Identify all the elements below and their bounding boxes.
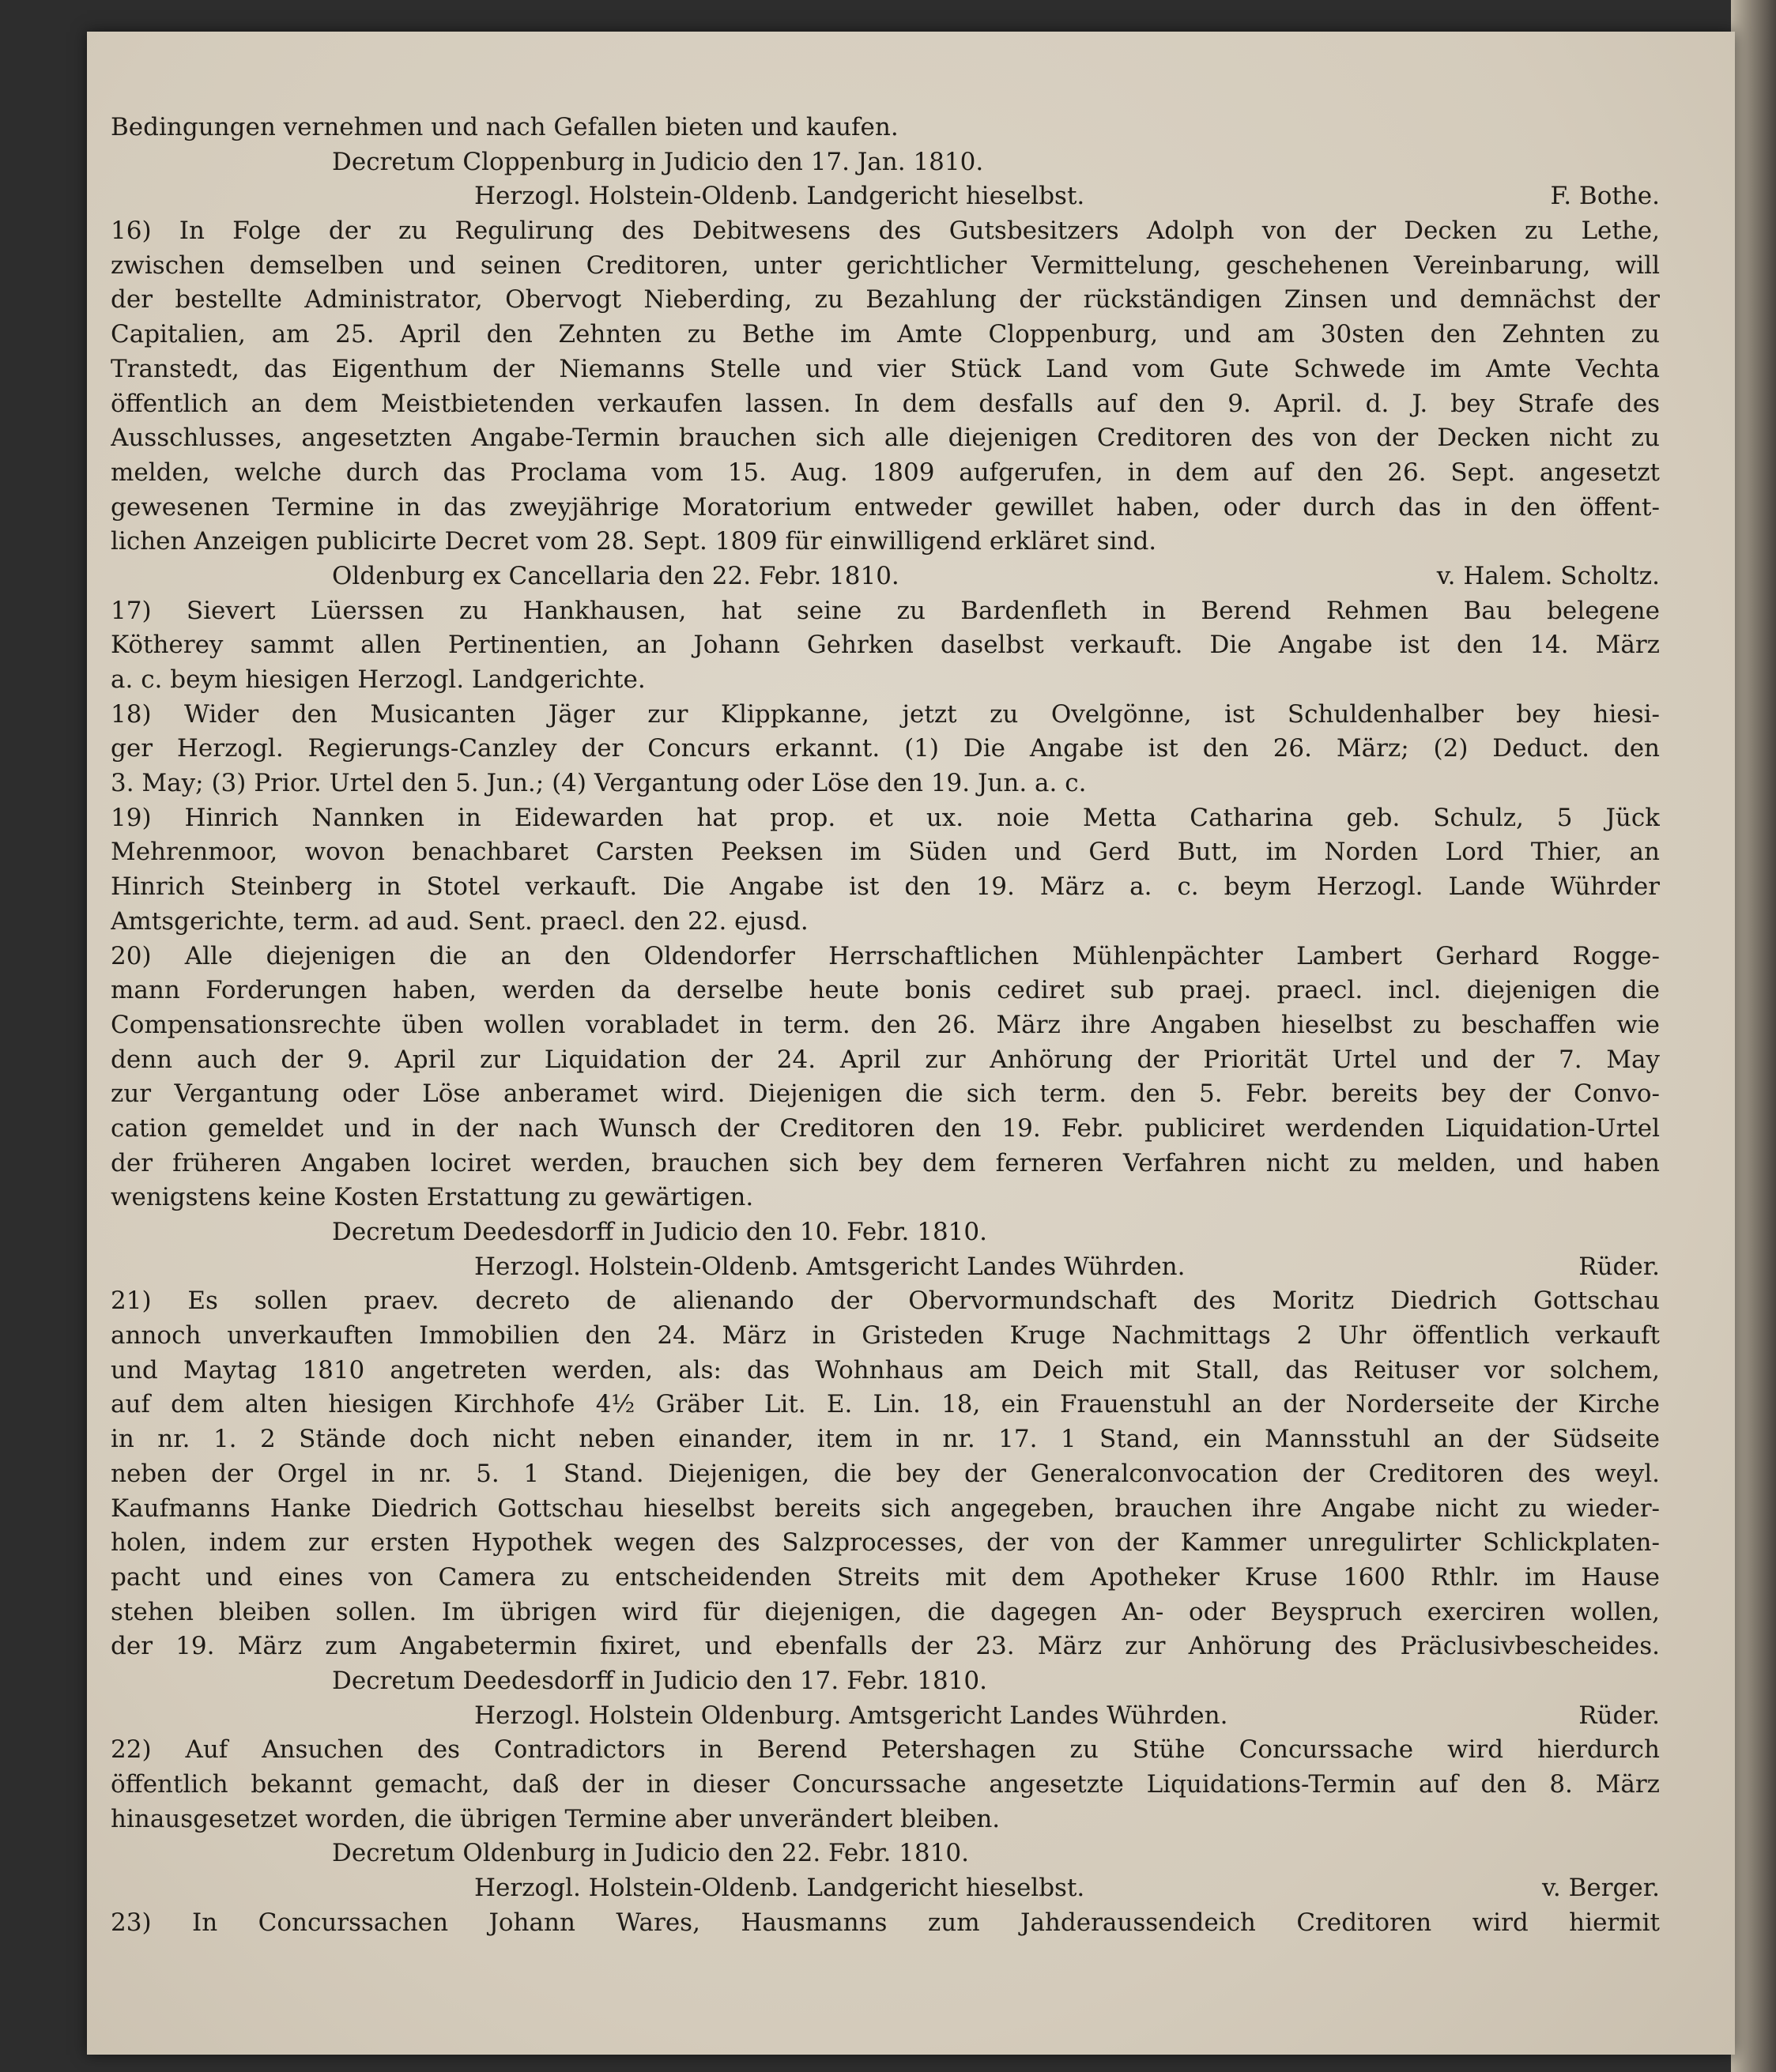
text-line: melden, welche durch das Proclama vom 15. Aug. 1809 aufgerufen, in dem auf den 26. Sept. angesetzt — [111, 458, 1660, 487]
text-line: 19) Hinrich Nannken in Eidewarden hat prop. et ux. noie Metta Catharina geb. Schulz, 5 Jück — [111, 803, 1660, 832]
text-line: 18) Wider den Musicanten Jäger zur Klippkanne, jetzt zu Ovelgönne, ist Schuldenhalber bey hiesi- — [111, 699, 1660, 729]
issuing-authority: Herzogl. Holstein-Oldenb. Landgericht hieselbst. — [474, 182, 1085, 211]
text-line: stehen bleiben sollen. Im übrigen wird für diejenigen, die dagegen An- oder Beyspruch exerciren wollen, — [111, 1597, 1660, 1626]
decree-line: Decretum Oldenburg in Judicio den 22. Febr. 1810. — [332, 1839, 969, 1868]
text-line: und Maytag 1810 angetreten werden, als: das Wohnhaus am Deich mit Stall, das Reituser vor solchem, — [111, 1355, 1660, 1384]
text-line: 3. May; (3) Prior. Urtel den 5. Jun.; (4) Vergantung oder Löse den 19. Jun. a. c. — [111, 769, 1087, 798]
text-line: der früheren Angaben lociret werden, brauchen sich bey dem ferneren Verfahren nicht zu melden, und haben — [111, 1148, 1660, 1177]
signature-line — [111, 1699, 1660, 1734]
text-line: holen, indem zur ersten Hypothek wegen des Salzprocesses, der von der Kammer unregulirter Schlickplaten- — [111, 1528, 1660, 1558]
signature-line — [111, 559, 1660, 594]
issuing-authority: Herzogl. Holstein-Oldenb. Landgericht hieselbst. — [474, 1874, 1085, 1903]
text-line: Capitalien, am 25. April den Zehnten zu Bethe im Amte Cloppenburg, und am 30sten den Zehnten zu — [111, 320, 1660, 349]
signatory: Rüder. — [1578, 1252, 1660, 1281]
text-line: 16) In Folge der zu Regulirung des Debitwesens des Gutsbesitzers Adolph von der Decken zu Lethe, — [111, 217, 1660, 246]
issuing-authority: Oldenburg ex Cancellaria den 22. Febr. 1810. — [332, 561, 899, 590]
text-line: auf dem alten hiesigen Kirchhofe 4½ Gräber Lit. E. Lin. 18, ein Frauenstuhl an der Norderseite der Kirche — [111, 1390, 1660, 1419]
text-line: Kötherey sammt allen Pertinentien, an Johann Gehrken daselbst verkauft. Die Angabe ist den 14. März — [111, 631, 1660, 660]
text-line: der bestellte Administrator, Obervogt Nieberding, zu Bezahlung der rückständigen Zinsen und demnächst der — [111, 285, 1660, 315]
issuing-authority: Herzogl. Holstein Oldenburg. Amtsgericht Landes Wührden. — [474, 1701, 1228, 1730]
text-line: 23) In Concurssachen Johann Wares, Hausmanns zum Jahderaussendeich Creditoren wird hiermit — [111, 1908, 1660, 1937]
text-line: Amtsgerichte, term. ad aud. Sent. praecl. den 22. ejusd. — [111, 906, 809, 936]
text-line: gewesenen Termine in das zweyjährige Moratorium entweder gewillet haben, oder durch das in den öffent- — [111, 492, 1660, 522]
text-line: 20) Alle diejenigen die an den Oldendorfer Herrschaftlichen Mühlenpächter Lambert Gerhard Rogge- — [111, 941, 1660, 970]
signature-line — [111, 1871, 1660, 1906]
text-line: der 19. März zum Angabetermin fixiret, und ebenfalls der 23. März zur Anhörung des Präclusivbescheides. — [111, 1632, 1660, 1661]
text-line: a. c. beym hiesigen Herzogl. Landgerichte. — [111, 665, 646, 694]
text-line: 22) Auf Ansuchen des Contradictors in Berend Petershagen zu Stühe Concurssache wird hierdurch — [111, 1735, 1660, 1765]
text-line: ger Herzogl. Regierungs-Canzley der Concurs erkannt. (1) Die Angabe ist den 26. März; (2) Deduct. den — [111, 734, 1660, 763]
text-line: Transtedt, das Eigenthum der Niemanns Stelle und vier Stück Land vom Gute Schwede im Amte Vechta — [111, 354, 1660, 383]
text-line: pacht und eines von Camera zu entscheidenden Streits mit dem Apotheker Kruse 1600 Rthlr. im Hause — [111, 1562, 1660, 1592]
text-line: Compensationsrechte üben wollen vorabladet in term. den 26. März ihre Angaben hieselbst zu beschaffen wie — [111, 1010, 1660, 1039]
text-line: annoch unverkauften Immobilien den 24. März in Gristeden Kruge Nachmittags 2 Uhr öffentlich verkauft — [111, 1321, 1660, 1351]
text-line: zur Vergantung oder Löse anberamet wird. Diejenigen die sich term. den 5. Febr. bereits bey der Convo- — [111, 1079, 1660, 1109]
text-line: 21) Es sollen praev. decreto de alienando der Obervormundschaft des Moritz Diedrich Gottschau — [111, 1287, 1660, 1316]
text-line: cation gemeldet und in der nach Wunsch der Creditoren den 19. Febr. publiciret werdenden Liquidation-Urtel — [111, 1113, 1660, 1143]
text-line: Bedingungen vernehmen und nach Gefallen bieten und kaufen. — [111, 113, 899, 141]
text-line: 17) Sievert Lüerssen zu Hankhausen, hat seine zu Bardenfleth in Berend Rehmen Bau belegene — [111, 596, 1660, 625]
text-line: Kaufmanns Hanke Diedrich Gottschau hieselbst bereits sich angegeben, brauchen ihre Angabe nicht zu wieder- — [111, 1494, 1660, 1523]
text-line: Ausschlusses, angesetzten Angabe-Termin brauchen sich alle diejenigen Creditoren des von der Decken nicht zu — [111, 424, 1660, 453]
decree-line: Decretum Deedesdorff in Judicio den 10. Febr. 1810. — [332, 1218, 987, 1246]
signatory: Rüder. — [1578, 1701, 1660, 1730]
text-line: öffentlich bekannt gemacht, daß der in dieser Concurssache angesetzte Liquidations-Termin auf den 8. März — [111, 1770, 1660, 1799]
text-line: in nr. 1. 2 Stände doch nicht neben einander, item in nr. 17. 1 Stand, ein Mannsstuhl an der Südseite — [111, 1425, 1660, 1454]
signature-line — [111, 179, 1660, 214]
text-line: denn auch der 9. April zur Liquidation der 24. April zur Anhörung der Priorität Urtel und der 7. May — [111, 1045, 1660, 1074]
text-line: neben der Orgel in nr. 5. 1 Stand. Diejenigen, die bey der Generalconvocation der Creditoren des weyl. — [111, 1459, 1660, 1488]
text-line: hinausgesetzet worden, die übrigen Termine aber unverändert bleiben. — [111, 1804, 1001, 1833]
signature-line — [111, 1250, 1660, 1285]
text-line: Mehrenmoor, wovon benachbaret Carsten Peeksen im Süden und Gerd Butt, im Norden Lord Thier, an — [111, 838, 1660, 867]
signatory: v. Berger. — [1542, 1874, 1660, 1903]
text-line: zwischen demselben und seinen Creditoren, unter gerichtlicher Vermittelung, geschehenen Vereinbarung, will — [111, 251, 1660, 280]
decree-line: Decretum Deedesdorff in Judicio den 17. Febr. 1810. — [332, 1666, 987, 1695]
text-line: Hinrich Steinberg in Stotel verkauft. Die Angabe ist den 19. März a. c. beym Herzogl. Lande Wührder — [111, 872, 1660, 902]
signatory: F. Bothe. — [1550, 182, 1660, 211]
document-text — [111, 111, 1660, 2055]
decree-line: Decretum Cloppenburg in Judicio den 17. Jan. 1810. — [332, 147, 984, 176]
signatory: v. Halem. Scholtz. — [1436, 561, 1660, 590]
text-line: öffentlich an dem Meistbietenden verkaufen lassen. In dem desfalls auf den 9. April. d. J. bey Strafe des — [111, 389, 1660, 418]
text-line: mann Forderungen haben, werden da derselbe heute bonis cediret sub praej. praecl. incl. diejenigen die — [111, 976, 1660, 1005]
book-spine — [1731, 0, 1776, 2072]
text-line: wenigstens keine Kosten Erstattung zu gewärtigen. — [111, 1183, 754, 1212]
text-line: lichen Anzeigen publicirte Decret vom 28. Sept. 1809 für einwilligend erkläret sind. — [111, 527, 1157, 556]
issuing-authority: Herzogl. Holstein-Oldenb. Amtsgericht Landes Wührden. — [474, 1252, 1186, 1281]
